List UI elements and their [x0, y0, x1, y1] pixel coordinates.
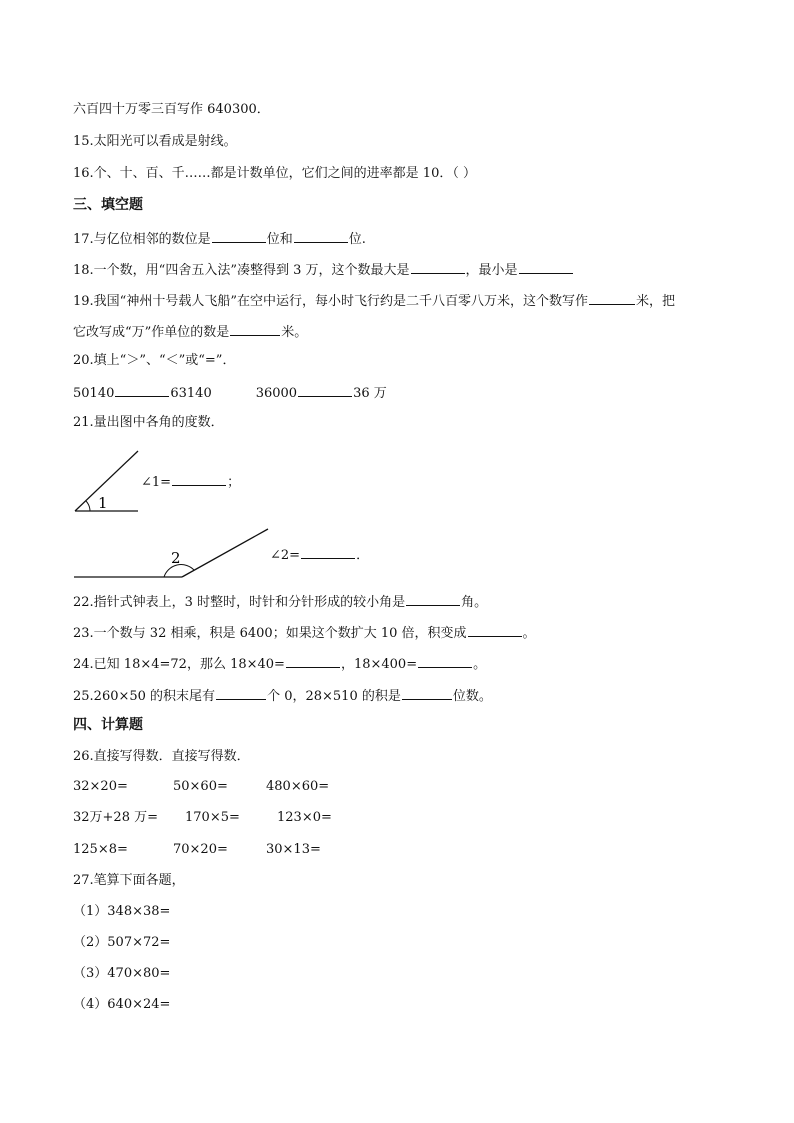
q23-text-b: 。 — [522, 626, 536, 641]
q25 — [73, 686, 492, 706]
q14-tail: 六百四十万零三百写作 640300． — [73, 102, 270, 117]
angle-1-end: ； — [227, 475, 241, 490]
calc-item: 125×8= — [73, 842, 128, 857]
q19-text-a: 19.我国“神州十号载人飞船”在空中运行，每小时飞行约是二千八百零八万米，这个数写作 — [73, 294, 588, 309]
answer-blank[interactable] — [230, 322, 280, 336]
q24-text-c: 。 — [473, 657, 487, 672]
calc-item: 32万+28 万= — [73, 810, 159, 825]
q18-text-b: ，最小是 — [465, 263, 518, 278]
q20-a2: 63140 — [170, 386, 212, 401]
q22 — [73, 592, 487, 612]
angle-2-label: ∠2= — [270, 548, 301, 563]
answer-blank[interactable] — [519, 260, 573, 274]
q18 — [73, 260, 574, 280]
q17-text-a: 17.与亿位相邻的数位是 — [73, 232, 211, 247]
answer-blank[interactable] — [298, 383, 352, 397]
q27-item: （4）640×24= — [73, 997, 171, 1012]
calc-item: 123×0= — [277, 810, 332, 825]
q20-b1: 36000 — [255, 386, 298, 401]
q15: 15.太阳光可以看成是射线。 — [73, 134, 237, 149]
q20-a1: 50140 — [73, 386, 115, 401]
q26: 26.直接写得数．直接写得数． — [73, 749, 250, 764]
answer-blank[interactable] — [294, 229, 348, 243]
angle-2-number: 2 — [171, 549, 181, 567]
q25-text-a: 25.260×50 的积末尾有 — [73, 689, 216, 704]
q16: 16.个、十、百、千……都是计数单位，它们之间的进率都是 10．（ ） — [73, 166, 476, 181]
q18-text-a: 18.一个数，用“四舍五入法”凑整得到 3 万，这个数最大是 — [73, 263, 410, 278]
answer-blank[interactable] — [172, 472, 226, 486]
calc-item: 30×13= — [266, 842, 321, 857]
angle-1-answer — [141, 471, 240, 490]
q23 — [73, 623, 536, 643]
angle-2-answer — [270, 544, 369, 563]
angle-1-arc — [86, 501, 90, 511]
angle-2-end: ． — [356, 548, 370, 563]
q25-text-c: 位数。 — [452, 689, 492, 704]
q19-text-c: 它改写成“万”作单位的数是 — [73, 325, 230, 340]
angle-1-number: 1 — [98, 494, 108, 512]
calc-item: 70×20= — [173, 842, 228, 857]
answer-blank[interactable] — [411, 260, 465, 274]
calc-item: 480×60= — [266, 779, 330, 794]
q19-text-d: 米。 — [281, 325, 308, 340]
section-3-heading: 三、填空题 — [73, 197, 143, 213]
calc-item: 50×60= — [173, 779, 228, 794]
q27-item: （3）470×80= — [73, 966, 171, 981]
answer-blank[interactable] — [468, 623, 522, 637]
q17-text-b: 位和 — [266, 232, 293, 247]
q27-item: （2）507×72= — [73, 935, 171, 950]
calc-item: 32×20= — [73, 779, 128, 794]
q17-text-c: 位. — [348, 232, 366, 247]
answer-blank[interactable] — [286, 654, 340, 668]
q21: 21.量出图中各角的度数． — [73, 415, 224, 430]
q22-text-a: 22.指针式钟表上，3 时整时，时针和分针形成的较小角是 — [73, 595, 406, 610]
angle-1-label: ∠1= — [141, 475, 172, 490]
q27: 27.笔算下面各题， — [73, 873, 185, 888]
q20-items — [73, 383, 387, 403]
q24 — [73, 654, 486, 674]
angle-1-figure — [70, 445, 150, 520]
q24-text-b: ，18×400= — [340, 657, 418, 672]
answer-blank[interactable] — [418, 654, 472, 668]
answer-blank[interactable] — [115, 383, 169, 397]
q20-b2: 36 万 — [353, 386, 387, 401]
q19-line2 — [73, 322, 307, 342]
answer-blank[interactable] — [402, 686, 452, 700]
answer-blank[interactable] — [216, 686, 266, 700]
q19-line1 — [73, 291, 675, 311]
answer-blank[interactable] — [406, 592, 460, 606]
q24-text-a: 24.已知 18×4=72，那么 18×40= — [73, 657, 285, 672]
angle-2-figure — [70, 525, 275, 585]
q22-text-b: 角。 — [461, 595, 488, 610]
answer-blank[interactable] — [589, 291, 635, 305]
angle-2-slanted-ray — [182, 529, 268, 577]
q25-text-b: 个 0，28×510 的积是 — [267, 689, 401, 704]
answer-blank[interactable] — [212, 229, 266, 243]
calc-item: 170×5= — [185, 810, 240, 825]
q27-item: （1）348×38= — [73, 904, 171, 919]
q17 — [73, 229, 366, 249]
answer-blank[interactable] — [301, 545, 355, 559]
section-4-heading: 四、计算题 — [73, 717, 143, 733]
q20: 20.填上“＞”、“＜”或“=”． — [73, 353, 236, 368]
q23-text-a: 23.一个数与 32 相乘，积是 6400；如果这个数扩大 10 倍，积变成 — [73, 626, 467, 641]
q19-text-b: 米，把 — [635, 294, 675, 309]
